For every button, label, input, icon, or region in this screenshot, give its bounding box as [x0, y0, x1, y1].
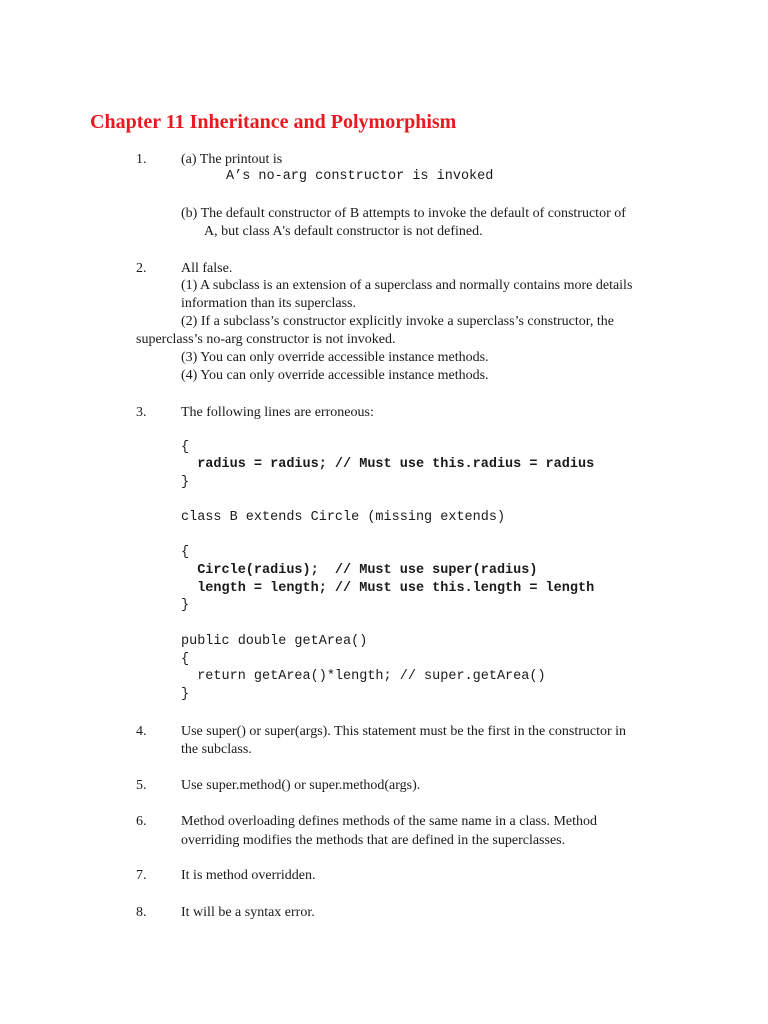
q1-a-text: (a) The printout is — [181, 152, 283, 167]
q4-line2: the subclass. — [181, 742, 252, 757]
q8-number: 8. — [136, 905, 147, 920]
q4-number: 4. — [136, 724, 147, 739]
q6-line2: overriding modifies the methods that are defined in the superclasses. — [181, 833, 566, 848]
q6-number: 6. — [136, 814, 147, 829]
q3-intro: The following lines are erroneous: — [181, 405, 374, 420]
page-title: Chapter 11 Inheritance and Polymorphism — [90, 111, 457, 133]
q1-a-code: A’s no-arg constructor is invoked — [226, 169, 494, 184]
q8-line1: It will be a syntax error. — [181, 905, 315, 920]
q5-number: 5. — [136, 778, 147, 793]
q3-code-line: { — [181, 440, 190, 455]
q2-line4: superclass’s no-arg constructor is not invoked. — [136, 332, 396, 347]
q1-b-line1: (b) The default constructor of B attempts to invoke the default of constructor of — [181, 206, 626, 221]
q1-number: 1. — [136, 152, 147, 167]
q2-line0: All false. — [181, 261, 233, 276]
q2-line5: (3) You can only override accessible instance methods. — [181, 350, 489, 365]
q3-code-line: { — [181, 545, 190, 560]
q2-line2: information than its superclass. — [181, 296, 356, 311]
q3-code-line: length = length; // Must use this.length = length — [181, 581, 595, 596]
q1-b-line2: A, but class A's default constructor is not defined. — [204, 224, 483, 239]
q2-line1: (1) A subclass is an extension of a superclass and normally contains more details — [181, 278, 633, 293]
q7-line1: It is method overridden. — [181, 868, 316, 883]
q7-number: 7. — [136, 868, 147, 883]
q3-code-line: return getArea()*length; // super.getArea() — [181, 669, 546, 684]
q2-number: 2. — [136, 261, 147, 276]
q3-code-line: class B extends Circle (missing extends) — [181, 510, 506, 525]
q2-line3: (2) If a subclass’s constructor explicitly invoke a superclass’s constructor, the — [181, 314, 614, 329]
q3-code-line: public double getArea() — [181, 634, 368, 649]
q3-code-line: Circle(radius); // Must use super(radius) — [181, 563, 538, 578]
q3-code-line: } — [181, 598, 190, 613]
q3-code-line: { — [181, 652, 190, 667]
q2-line6: (4) You can only override accessible instance methods. — [181, 368, 489, 383]
q3-code-line: } — [181, 475, 190, 490]
q3-code-line: } — [181, 687, 190, 702]
q3-code-line: radius = radius; // Must use this.radius = radius — [181, 457, 595, 472]
q6-line1: Method overloading defines methods of the same name in a class. Method — [181, 814, 598, 829]
q3-number: 3. — [136, 405, 147, 420]
q5-line1: Use super.method() or super.method(args). — [181, 778, 421, 793]
q4-line1: Use super() or super(args). This statement must be the first in the constructor in — [181, 724, 627, 739]
